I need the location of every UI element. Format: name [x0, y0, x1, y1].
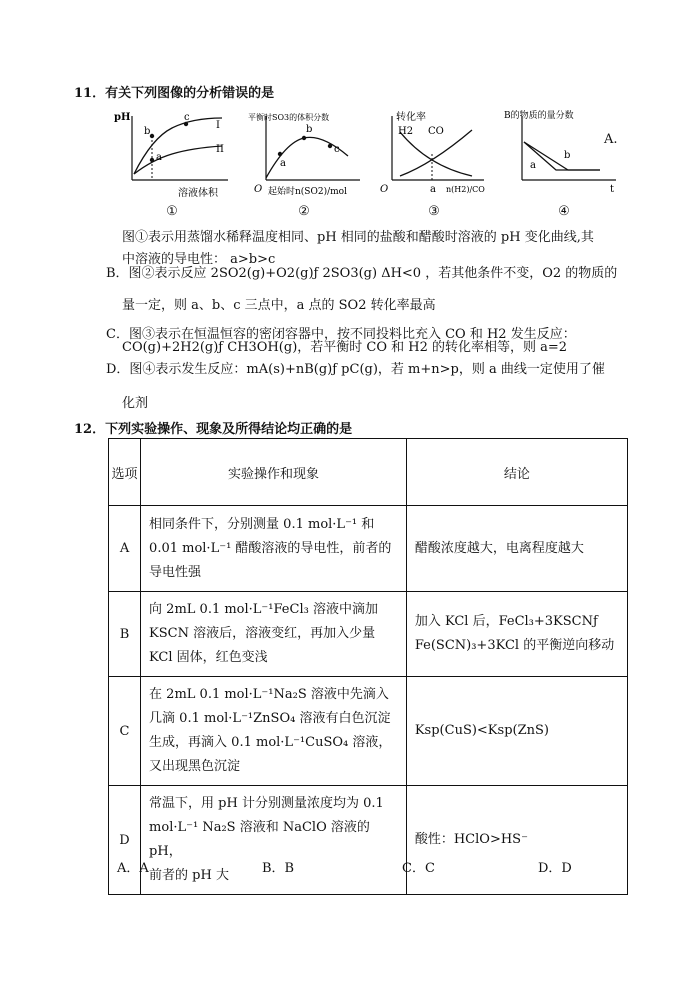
experiment-table: [108, 438, 628, 895]
row-c-option: C: [109, 677, 141, 786]
row-a-conclusion: 醋酸浓度越大，电离程度越大: [406, 506, 627, 592]
fig1-ylabel: pH: [114, 112, 131, 123]
fig2-origin: O: [254, 184, 263, 195]
question-11-stem: 11．有关下列图像的分析错误的是: [74, 86, 275, 101]
fig4-xlabel: t: [610, 184, 615, 195]
answer-b[interactable]: B．B: [262, 861, 295, 876]
fig3-co: CO: [428, 126, 444, 137]
table-row-c: [109, 677, 628, 786]
row-d-option: D: [109, 786, 141, 895]
fig1-II: II: [216, 144, 224, 155]
answer-d[interactable]: D．D: [538, 861, 572, 876]
fig1-xlabel: 溶液体积: [178, 188, 218, 199]
answer-a[interactable]: A．A: [117, 861, 149, 876]
fig2-ylabel: 平衡时SO3的体积分数: [248, 113, 330, 122]
fig2-c: c: [334, 144, 340, 155]
fig2-xlabel: 起始时n(SO2)/mol: [268, 187, 347, 197]
row-d-operation: 常温下，用 pH 计分别测量浓度均为 0.1 mol·L⁻¹ Na₂S 溶液和 NaClO 溶液的 pH， 前者的 pH 大: [141, 786, 407, 895]
fig1-b: b: [144, 126, 151, 137]
fig1-I: I: [216, 120, 220, 131]
header-option: 选项: [109, 439, 141, 506]
figure-2: [244, 108, 364, 220]
fig3-xlabel: n(H2)/CO: [446, 185, 485, 194]
figure-1: [112, 108, 232, 220]
figure-3-number: ③: [428, 204, 440, 219]
q11-option-a-marker: A.: [604, 132, 618, 147]
fig3-ylabel: 转化率: [396, 112, 426, 123]
q11-option-a-line2: 中溶液的导电性： a>b>c: [122, 252, 276, 267]
table-row-a: [109, 506, 628, 592]
table-header-row: [109, 439, 628, 506]
fig4-ylabel: B的物质的量分数: [504, 111, 574, 121]
fig1-a: a: [156, 152, 162, 163]
fig3-h2: H2: [398, 126, 414, 137]
row-c-conclusion: Ksp(CuS)<Ksp(ZnS): [406, 677, 627, 786]
q11-option-c-line1: C．图③表示在恒温恒容的密闭容器中，按不同投料比充入 CO 和 H2 发生反应：: [106, 327, 576, 342]
figure-4: [504, 108, 624, 220]
q11-option-d-line2: 化剂: [122, 396, 149, 411]
row-b-conclusion: 加入 KCl 后，FeCl₃+3KSCNƒ Fe(SCN)₃+3KCl 的平衡逆向移动: [406, 592, 627, 677]
figure-2-plot: [244, 108, 364, 204]
fig3-a: a: [430, 184, 436, 195]
row-d-conclusion: 酸性：HClO>HS⁻: [406, 786, 627, 895]
table-row-d: [109, 786, 628, 895]
header-operation: 实验操作和现象: [141, 439, 407, 506]
table-row-b: [109, 592, 628, 677]
fig1-c: c: [184, 112, 190, 123]
q11-option-a-line1: 图①表示用蒸馏水稀释温度相同、pH 相同的盐酸和醋酸时溶液的 pH 变化曲线,其: [122, 230, 594, 245]
q11-figures: [112, 108, 632, 220]
figure-1-plot: [112, 108, 232, 204]
row-a-option: A: [109, 506, 141, 592]
q11-option-d-line1: D．图④表示发生反应：mA(s)+nB(g)ƒ pC(g)，若 m+n>p，则 a 曲线一定使用了催: [106, 362, 605, 377]
figure-4-number: ④: [558, 204, 570, 219]
fig3-origin: O: [380, 184, 389, 195]
answer-c[interactable]: C．C: [402, 861, 435, 876]
q11-option-c-line2: CO(g)+2H2(g)ƒ CH3OH(g)，若平衡时 CO 和 H2 的转化率相等，则 a=2: [122, 340, 568, 355]
fig2-a: a: [280, 158, 286, 169]
row-b-option: B: [109, 592, 141, 677]
q11-option-b-line1: B．图②表示反应 2SO2(g)+O2(g)ƒ 2SO3(g) ΔH<0 ，若其他条件不变，O2 的物质的: [106, 266, 618, 281]
row-c-operation: 在 2mL 0.1 mol·L⁻¹Na₂S 溶液中先滴入 几滴 0.1 mol·L⁻¹ZnSO₄ 溶液有白色沉淀 生成，再滴入 0.1 mol·L⁻¹CuSO₄ 溶液， 又出现黑色沉淀: [141, 677, 407, 786]
fig4-b: b: [564, 150, 571, 161]
fig4-a: a: [530, 160, 536, 171]
question-12-stem: 12．下列实验操作、现象及所得结论均正确的是: [74, 422, 353, 437]
figure-1-number: ①: [166, 204, 178, 219]
figure-3: [374, 108, 494, 220]
row-a-operation: 相同条件下，分别测量 0.1 mol·L⁻¹ 和 0.01 mol·L⁻¹ 醋酸溶液的导电性，前者的 导电性强: [141, 506, 407, 592]
q11-option-b-line2: 量一定，则 a、b、c 三点中，a 点的 SO2 转化率最高: [122, 298, 436, 313]
header-conclusion: 结论: [406, 439, 627, 506]
fig2-b: b: [306, 124, 313, 135]
figure-3-plot: [374, 108, 494, 204]
figure-4-plot: [504, 108, 624, 204]
row-b-operation: 向 2mL 0.1 mol·L⁻¹FeCl₃ 溶液中滴加 KSCN 溶液后，溶液变红，再加入少量 KCl 固体，红色变浅: [141, 592, 407, 677]
figure-2-number: ②: [298, 204, 310, 219]
